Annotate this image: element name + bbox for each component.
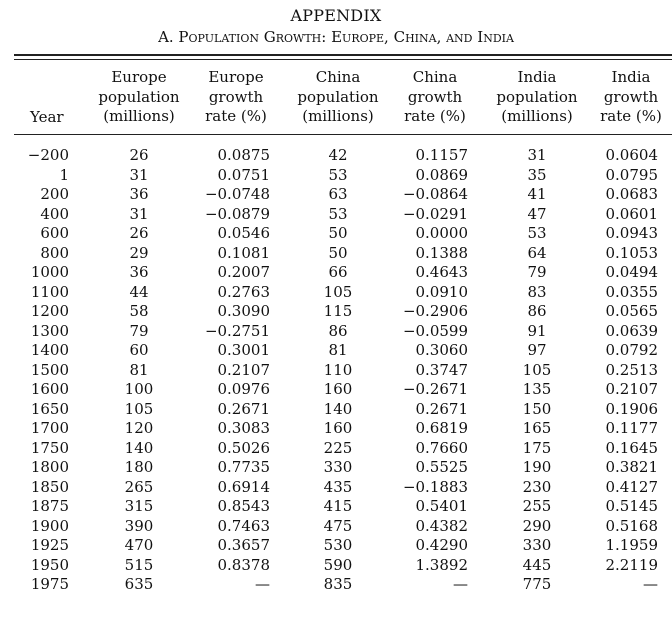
cell-india-growth: 0.0565 [605, 302, 658, 321]
cell-india-growth: 0.0639 [605, 321, 658, 340]
cell-europe-population: 140 [124, 438, 154, 457]
cell-year: 1650 [30, 399, 69, 418]
cell-india-growth: 0.5145 [605, 497, 658, 516]
column-header-india-growth [591, 68, 671, 127]
cell-europe-population: 515 [124, 555, 154, 574]
column-header-year: Year [30, 108, 64, 126]
cell-china-population: 225 [323, 438, 353, 457]
cell-year: 1750 [30, 438, 69, 457]
cell-india-population: 290 [522, 516, 552, 535]
header-line: China [315, 68, 361, 86]
cell-china-population: 53 [328, 204, 348, 223]
table-row [0, 341, 672, 361]
cell-europe-growth: −0.0879 [204, 204, 270, 223]
header-line: (millions) [501, 107, 573, 125]
table-row [0, 478, 672, 498]
column-header-europe-growth [191, 68, 281, 127]
cell-europe-growth: 0.2763 [217, 282, 270, 301]
cell-india-population: 330 [522, 536, 552, 555]
cell-europe-population: 100 [124, 380, 154, 399]
header-line: India [517, 68, 557, 86]
cell-china-population: 63 [328, 185, 348, 204]
cell-india-growth: 2.2119 [605, 555, 658, 574]
appendix-title: APPENDIX [290, 6, 382, 25]
cell-india-population: 135 [522, 380, 552, 399]
header-line: growth [603, 87, 659, 106]
cell-year: 1 [59, 165, 69, 184]
cell-china-population: 86 [328, 321, 348, 340]
header-line: China [412, 68, 458, 86]
header-rule [14, 134, 672, 135]
cell-europe-population: 470 [124, 536, 154, 555]
table-row [0, 380, 672, 400]
table-title: A. Population Growth: Europe, China, and India [158, 28, 514, 46]
cell-india-growth: 0.0792 [605, 341, 658, 360]
cell-china-population: 105 [323, 282, 353, 301]
cell-year: 1700 [30, 419, 69, 438]
cell-europe-growth: 0.8543 [217, 497, 270, 516]
table-row [0, 575, 672, 595]
cell-india-population: 150 [522, 399, 552, 418]
cell-china-population: 415 [323, 497, 353, 516]
cell-china-population: 140 [323, 399, 353, 418]
cell-europe-growth: 0.3657 [217, 536, 270, 555]
table-row [0, 361, 672, 381]
cell-year: 1925 [30, 536, 69, 555]
cell-india-growth: 0.3821 [605, 458, 658, 477]
cell-india-population: 255 [522, 497, 552, 516]
table-row [0, 224, 672, 244]
table-row [0, 263, 672, 283]
cell-china-growth: 0.0910 [415, 282, 468, 301]
cell-china-population: 160 [323, 419, 353, 438]
cell-china-population: 435 [323, 477, 353, 496]
cell-europe-population: 29 [129, 243, 149, 262]
cell-europe-population: 120 [124, 419, 154, 438]
cell-europe-population: 31 [129, 165, 149, 184]
cell-india-growth: 0.0683 [605, 185, 658, 204]
cell-china-population: 53 [328, 165, 348, 184]
cell-china-growth: 0.0000 [415, 224, 468, 243]
top-rule-thick [14, 54, 672, 56]
cell-europe-growth: 0.2107 [217, 360, 270, 379]
header-line: Europe [111, 68, 167, 86]
cell-india-growth: 0.0943 [605, 224, 658, 243]
header-line: (millions) [302, 107, 374, 125]
cell-europe-population: 26 [129, 224, 149, 243]
cell-europe-growth: 0.0751 [217, 165, 270, 184]
cell-china-growth: 0.4382 [415, 516, 468, 535]
cell-year: 200 [40, 185, 69, 204]
column-header-china-population [288, 68, 388, 127]
header-line: population [297, 87, 379, 106]
cell-europe-growth: 0.1081 [217, 243, 270, 262]
cell-year: 1975 [30, 575, 69, 594]
cell-europe-growth: 0.8378 [217, 555, 270, 574]
cell-china-growth: −0.2906 [402, 302, 468, 321]
column-header-europe-population [89, 68, 189, 127]
cell-india-population: 41 [527, 185, 547, 204]
table-row [0, 322, 672, 342]
cell-china-population: 50 [328, 243, 348, 262]
cell-india-growth: 1.1959 [605, 536, 658, 555]
cell-china-population: 110 [323, 360, 353, 379]
cell-year: 1950 [30, 555, 69, 574]
cell-europe-growth: 0.0546 [217, 224, 270, 243]
table-row [0, 166, 672, 186]
cell-europe-growth: — [255, 575, 270, 594]
cell-year: 1000 [30, 263, 69, 282]
cell-india-population: 31 [527, 146, 547, 164]
cell-europe-growth: 0.2671 [217, 399, 270, 418]
header-line: Europe [208, 68, 264, 86]
cell-china-growth: 0.6819 [415, 419, 468, 438]
cell-europe-population: 36 [129, 263, 149, 282]
header-line: India [611, 68, 651, 86]
column-header-india-population [487, 68, 587, 127]
cell-year: 1800 [30, 458, 69, 477]
cell-china-growth: 1.3892 [415, 555, 468, 574]
cell-year: 1400 [30, 341, 69, 360]
cell-year: 1100 [30, 282, 69, 301]
cell-europe-population: 36 [129, 185, 149, 204]
cell-europe-growth: 0.0976 [217, 380, 270, 399]
cell-india-growth: 0.0795 [605, 165, 658, 184]
cell-europe-population: 635 [124, 575, 154, 594]
cell-year: 1200 [30, 302, 69, 321]
cell-india-growth: 0.2513 [605, 360, 658, 379]
cell-europe-growth: 0.3001 [217, 341, 270, 360]
cell-europe-growth: 0.6914 [217, 477, 270, 496]
cell-europe-population: 58 [129, 302, 149, 321]
cell-india-growth: 0.1053 [605, 243, 658, 262]
cell-india-population: 79 [527, 263, 547, 282]
cell-india-population: 445 [522, 555, 552, 574]
cell-india-growth: 0.0494 [605, 263, 658, 282]
table-row [0, 536, 672, 556]
cell-year: 1300 [30, 321, 69, 340]
table-row [0, 400, 672, 420]
cell-china-growth: −0.1883 [402, 477, 468, 496]
cell-china-population: 115 [323, 302, 353, 321]
cell-china-growth: −0.0291 [402, 204, 468, 223]
cell-india-population: 190 [522, 458, 552, 477]
table-row [0, 185, 672, 205]
cell-europe-population: 81 [129, 360, 149, 379]
table-row [0, 517, 672, 537]
cell-china-growth: 0.5401 [415, 497, 468, 516]
header-line: population [98, 87, 180, 106]
cell-india-population: 64 [527, 243, 547, 262]
cell-year: 1900 [30, 516, 69, 535]
cell-india-growth: 0.5168 [605, 516, 658, 535]
cell-china-population: 475 [323, 516, 353, 535]
cell-europe-growth: 0.0875 [217, 146, 270, 164]
cell-europe-population: 26 [129, 146, 149, 164]
header-line: growth [208, 87, 264, 106]
header-line: rate (%) [600, 107, 662, 125]
cell-europe-growth: 0.7463 [217, 516, 270, 535]
cell-china-population: 330 [323, 458, 353, 477]
cell-india-growth: 0.1177 [605, 419, 658, 438]
cell-europe-population: 105 [124, 399, 154, 418]
cell-europe-population: 44 [129, 282, 149, 301]
column-header-china-growth [390, 68, 480, 127]
cell-europe-population: 265 [124, 477, 154, 496]
cell-europe-growth: 0.7735 [217, 458, 270, 477]
table-row [0, 497, 672, 517]
cell-europe-population: 31 [129, 204, 149, 223]
cell-china-growth: 0.2671 [415, 399, 468, 418]
cell-india-population: 47 [527, 204, 547, 223]
cell-india-population: 53 [527, 224, 547, 243]
cell-europe-growth: 0.3083 [217, 419, 270, 438]
top-rule-thin [14, 59, 672, 60]
cell-europe-growth: −0.2751 [204, 321, 270, 340]
table-row [0, 458, 672, 478]
header-line: population [496, 87, 578, 106]
cell-india-growth: 0.2107 [605, 380, 658, 399]
cell-china-population: 42 [328, 146, 348, 164]
table-row [0, 419, 672, 439]
cell-india-population: 91 [527, 321, 547, 340]
table-body [0, 146, 672, 595]
table-row [0, 439, 672, 459]
cell-india-growth: 0.4127 [605, 477, 658, 496]
table-row [0, 244, 672, 264]
cell-china-growth: −0.2671 [402, 380, 468, 399]
cell-india-growth: 0.1645 [605, 438, 658, 457]
cell-india-population: 175 [522, 438, 552, 457]
cell-china-growth: — [453, 575, 468, 594]
cell-year: 1600 [30, 380, 69, 399]
cell-india-growth: 0.1906 [605, 399, 658, 418]
cell-china-growth: 0.4643 [415, 263, 468, 282]
cell-china-growth: −0.0864 [402, 185, 468, 204]
cell-china-growth: 0.3747 [415, 360, 468, 379]
header-line: rate (%) [404, 107, 466, 125]
cell-china-population: 81 [328, 341, 348, 360]
cell-year: 600 [40, 224, 69, 243]
cell-year: 800 [40, 243, 69, 262]
cell-china-growth: 0.5525 [415, 458, 468, 477]
cell-india-population: 105 [522, 360, 552, 379]
table-row [0, 205, 672, 225]
cell-china-growth: 0.3060 [415, 341, 468, 360]
header-line: growth [407, 87, 463, 106]
cell-china-growth: 0.0869 [415, 165, 468, 184]
cell-year: 1875 [30, 497, 69, 516]
cell-china-growth: 0.4290 [415, 536, 468, 555]
table-row [0, 283, 672, 303]
cell-europe-population: 60 [129, 341, 149, 360]
cell-europe-population: 180 [124, 458, 154, 477]
cell-china-population: 160 [323, 380, 353, 399]
cell-europe-growth: −0.0748 [204, 185, 270, 204]
cell-china-population: 66 [328, 263, 348, 282]
cell-india-population: 230 [522, 477, 552, 496]
cell-india-growth: — [643, 575, 658, 594]
table-row [0, 146, 672, 166]
cell-china-growth: 0.1388 [415, 243, 468, 262]
header-line: (millions) [103, 107, 175, 125]
cell-europe-growth: 0.2007 [217, 263, 270, 282]
cell-china-population: 530 [323, 536, 353, 555]
cell-europe-population: 79 [129, 321, 149, 340]
cell-india-population: 97 [527, 341, 547, 360]
cell-china-population: 590 [323, 555, 353, 574]
cell-india-population: 775 [522, 575, 552, 594]
table-row [0, 556, 672, 576]
cell-europe-growth: 0.5026 [217, 438, 270, 457]
cell-year: 400 [40, 204, 69, 223]
cell-india-growth: 0.0604 [605, 146, 658, 164]
cell-europe-growth: 0.3090 [217, 302, 270, 321]
cell-india-population: 35 [527, 165, 547, 184]
cell-india-population: 165 [522, 419, 552, 438]
cell-china-population: 835 [323, 575, 353, 594]
cell-china-growth: 0.7660 [415, 438, 468, 457]
cell-year: 1500 [30, 360, 69, 379]
cell-europe-population: 315 [124, 497, 154, 516]
header-line: rate (%) [205, 107, 267, 125]
cell-year: −200 [27, 146, 69, 164]
cell-india-population: 83 [527, 282, 547, 301]
cell-china-growth: 0.1157 [415, 146, 468, 164]
cell-china-growth: −0.0599 [402, 321, 468, 340]
cell-year: 1850 [30, 477, 69, 496]
cell-india-growth: 0.0355 [605, 282, 658, 301]
table-row [0, 302, 672, 322]
cell-china-population: 50 [328, 224, 348, 243]
cell-europe-population: 390 [124, 516, 154, 535]
cell-india-population: 86 [527, 302, 547, 321]
cell-india-growth: 0.0601 [605, 204, 658, 223]
